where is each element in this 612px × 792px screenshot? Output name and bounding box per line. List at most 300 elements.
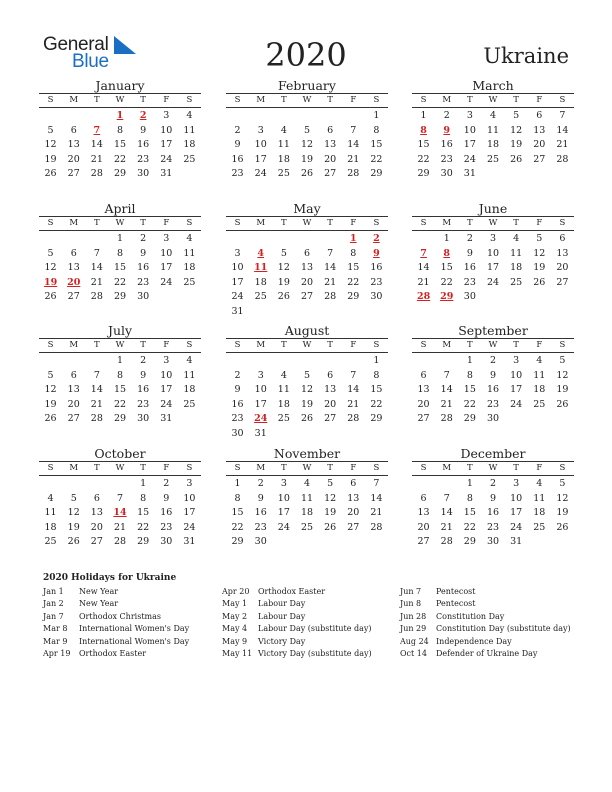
weekday-label: T [140, 218, 146, 228]
country-name: Ukraine [483, 44, 569, 68]
day-holiday: 7 [93, 124, 101, 136]
day-holiday: 28 [416, 291, 431, 302]
day-cell: 22 [463, 398, 476, 410]
day-cell: 21 [347, 398, 360, 410]
weekday-label: F [350, 218, 357, 228]
day-cell: 6 [420, 492, 427, 504]
day-cell: 21 [90, 153, 103, 165]
day-cell: 28 [370, 521, 383, 533]
weekday-label: T [281, 95, 287, 105]
day-cell: 3 [513, 478, 520, 489]
day-cell: 2 [140, 233, 147, 244]
day-cell: 9 [489, 492, 497, 504]
holiday-name: Constitution Day [436, 611, 505, 621]
month-september [412, 324, 574, 427]
day-cell: 23 [137, 398, 150, 410]
day-holiday: 20 [67, 276, 81, 288]
day-cell: 13 [300, 262, 314, 273]
day-cell: 6 [350, 478, 357, 489]
day-cell: 21 [324, 276, 337, 288]
day-holiday: 8 [420, 124, 427, 136]
day-cell: 16 [254, 507, 267, 518]
day-cell: 3 [234, 247, 241, 259]
day-grid [39, 354, 201, 427]
day-cell: 7 [443, 492, 450, 504]
holiday-date: Oct 14 [400, 648, 427, 658]
holiday-item [222, 611, 402, 623]
day-holiday: 4 [257, 247, 265, 259]
day-cell: 12 [533, 247, 546, 259]
day-cell: 28 [556, 153, 569, 165]
day-cell: 15 [137, 507, 150, 518]
weekday-label: T [327, 340, 333, 350]
day-cell: 17 [160, 384, 173, 395]
day-cell: 20 [556, 262, 569, 273]
holiday-item [400, 636, 580, 648]
day-cell: 30 [254, 536, 267, 547]
day-cell: 28 [440, 413, 453, 424]
day-holiday: 7 [420, 247, 427, 259]
day-cell: 11 [277, 384, 290, 395]
day-cell: 28 [90, 168, 103, 179]
day-cell: 29 [113, 168, 127, 179]
day-holiday: 1 [116, 110, 124, 121]
day-cell: 4 [536, 355, 543, 366]
day-blank [39, 354, 62, 369]
day-cell: 24 [160, 398, 173, 410]
day-cell: 22 [347, 276, 360, 288]
day-cell: 27 [90, 536, 103, 547]
day-holiday: 2 [139, 110, 147, 121]
day-cell: 11 [183, 124, 196, 136]
day-cell: 5 [70, 492, 77, 504]
day-grid [39, 109, 201, 182]
weekday-label: S [373, 463, 380, 473]
day-cell: 1 [373, 355, 380, 366]
day-cell: 31 [231, 305, 244, 317]
day-cell: 6 [70, 369, 77, 381]
day-cell: 28 [113, 536, 127, 547]
day-blank [435, 354, 458, 369]
day-cell: 4 [186, 110, 193, 121]
day-cell: 27 [324, 413, 337, 424]
holiday-date: May 1 [222, 599, 248, 609]
weekday-label: F [536, 463, 543, 473]
holiday-item [222, 586, 402, 598]
day-cell: 16 [440, 139, 453, 150]
holiday-name: International Women's Day [79, 624, 190, 634]
day-cell: 23 [486, 398, 500, 410]
holiday-name: Constitution Day (substitute day) [436, 624, 571, 634]
day-cell: 4 [536, 478, 543, 489]
day-cell: 21 [113, 521, 127, 533]
day-cell: 17 [510, 507, 523, 518]
weekday-label: W [488, 340, 498, 350]
day-cell: 30 [137, 413, 150, 424]
weekday-label: S [47, 218, 54, 228]
weekday-label: F [350, 340, 357, 350]
day-cell: 2 [140, 355, 147, 366]
day-cell: 6 [70, 124, 77, 136]
day-cell: 19 [510, 139, 523, 150]
day-cell: 12 [300, 139, 314, 150]
day-cell: 15 [370, 384, 383, 395]
day-cell: 2 [489, 355, 497, 366]
day-cell: 11 [277, 139, 290, 150]
weekday-label: S [559, 463, 566, 473]
month-november [226, 447, 388, 550]
month-december [412, 447, 574, 550]
day-cell: 9 [140, 247, 147, 259]
month-name: December [460, 446, 526, 461]
day-grid [226, 109, 388, 182]
day-blank [249, 232, 272, 247]
day-cell: 2 [234, 124, 241, 136]
day-cell: 13 [67, 139, 80, 150]
day-cell: 15 [463, 507, 476, 518]
day-cell: 15 [113, 262, 127, 273]
day-cell: 22 [113, 398, 127, 410]
day-holiday: 9 [443, 124, 451, 136]
day-cell: 25 [300, 521, 314, 533]
month-name: August [284, 323, 330, 338]
month-october [39, 447, 201, 550]
weekday-label: M [69, 95, 79, 105]
day-blank [226, 232, 249, 247]
day-cell: 19 [300, 153, 314, 165]
day-blank [319, 109, 342, 124]
holiday-date: May 11 [222, 648, 253, 658]
day-cell: 12 [44, 262, 57, 273]
holidays-title: 2020 Holidays for Ukraine [43, 573, 177, 583]
weekday-label: T [513, 463, 519, 473]
weekday-header [226, 338, 388, 353]
day-cell: 26 [277, 291, 290, 302]
day-cell: 8 [140, 492, 147, 504]
day-cell: 20 [324, 398, 337, 410]
day-cell: 5 [47, 124, 54, 136]
holiday-item [222, 598, 402, 610]
day-cell: 17 [160, 139, 173, 150]
weekday-header [39, 93, 201, 108]
day-cell: 18 [183, 262, 196, 273]
day-cell: 4 [489, 110, 497, 121]
day-cell: 4 [186, 355, 193, 366]
day-holiday: 1 [349, 233, 357, 244]
day-holiday: 29 [440, 291, 454, 302]
day-cell: 16 [137, 384, 150, 395]
day-cell: 13 [67, 384, 80, 395]
day-cell: 26 [510, 153, 523, 165]
day-cell: 30 [370, 291, 383, 302]
day-cell: 22 [370, 398, 383, 410]
day-blank [85, 232, 108, 247]
holiday-name: Independence Day [436, 636, 512, 646]
day-cell: 29 [417, 168, 430, 179]
day-cell: 11 [533, 369, 546, 381]
day-cell: 2 [163, 478, 170, 489]
day-cell: 26 [300, 413, 314, 424]
day-cell: 14 [347, 384, 360, 395]
weekday-label: M [69, 218, 79, 228]
day-cell: 9 [163, 492, 170, 504]
day-blank [39, 232, 62, 247]
day-cell: 12 [44, 384, 57, 395]
weekday-label: S [420, 218, 427, 228]
day-cell: 2 [443, 110, 450, 121]
day-cell: 25 [183, 398, 196, 410]
weekday-label: T [94, 463, 100, 473]
weekday-header [412, 93, 574, 108]
day-cell: 9 [257, 492, 264, 504]
holiday-date: Apr 20 [222, 587, 250, 596]
holiday-item [43, 648, 223, 660]
day-cell: 13 [556, 247, 569, 259]
day-cell: 12 [324, 492, 337, 504]
weekday-label: T [467, 463, 473, 473]
day-cell: 10 [183, 492, 196, 504]
day-cell: 19 [67, 521, 80, 533]
holiday-date: Jun 8 [400, 599, 422, 609]
day-cell: 22 [440, 276, 453, 288]
holiday-name: Orthodox Easter [79, 648, 147, 658]
weekday-label: T [140, 95, 146, 105]
holiday-item [222, 648, 402, 660]
day-cell: 31 [254, 427, 267, 439]
day-cell: 14 [440, 507, 453, 518]
holiday-name: Orthodox Christmas [79, 611, 161, 621]
month-august [226, 324, 388, 441]
day-cell: 26 [300, 168, 314, 179]
day-cell: 8 [234, 492, 241, 504]
day-cell: 30 [486, 536, 500, 547]
day-cell: 16 [160, 507, 173, 518]
day-cell: 27 [417, 413, 430, 424]
holiday-name: Orthodox Easter [258, 587, 326, 596]
holiday-name: Labour Day [258, 599, 306, 609]
day-cell: 20 [300, 276, 314, 288]
day-cell: 8 [466, 492, 473, 504]
weekday-label: T [513, 340, 519, 350]
weekday-label: T [281, 218, 287, 228]
day-cell: 13 [324, 384, 337, 395]
day-cell: 30 [231, 427, 244, 439]
day-cell: 22 [113, 153, 127, 165]
weekday-header [412, 338, 574, 353]
day-cell: 14 [90, 384, 103, 395]
day-cell: 29 [463, 413, 476, 424]
day-cell: 6 [420, 369, 427, 381]
weekday-header [39, 216, 201, 231]
holiday-name: International Women's Day [79, 636, 190, 646]
day-cell: 25 [486, 153, 500, 165]
day-cell: 3 [186, 478, 193, 489]
weekday-label: T [94, 340, 100, 350]
holiday-name: Defender of Ukraine Day [436, 648, 538, 658]
weekday-label: M [69, 340, 79, 350]
day-cell: 24 [183, 521, 196, 533]
day-cell: 3 [257, 124, 264, 136]
day-cell: 18 [254, 276, 267, 288]
day-cell: 5 [47, 369, 54, 381]
day-cell: 14 [440, 384, 453, 395]
weekday-label: M [256, 463, 266, 473]
day-cell: 6 [327, 124, 334, 136]
day-cell: 16 [137, 262, 150, 273]
day-cell: 15 [231, 507, 244, 518]
holiday-item [43, 611, 223, 623]
day-grid [39, 232, 201, 305]
day-blank [295, 232, 318, 247]
weekday-label: S [420, 463, 427, 473]
day-cell: 30 [137, 291, 150, 302]
day-cell: 9 [234, 139, 241, 150]
month-february [226, 79, 388, 182]
day-cell: 26 [533, 276, 546, 288]
day-cell: 11 [44, 507, 57, 518]
day-cell: 10 [254, 139, 267, 150]
day-cell: 25 [277, 413, 290, 424]
day-cell: 23 [137, 276, 150, 288]
day-cell: 17 [486, 262, 500, 273]
day-cell: 5 [303, 369, 311, 381]
day-cell: 13 [324, 139, 337, 150]
day-cell: 7 [373, 478, 380, 489]
weekday-label: F [536, 340, 543, 350]
weekday-label: S [559, 95, 566, 105]
day-cell: 3 [163, 355, 170, 366]
day-grid [39, 477, 201, 550]
weekday-label: W [488, 218, 498, 228]
weekday-label: S [559, 218, 566, 228]
holiday-date: May 9 [222, 636, 248, 646]
holiday-date: Aug 24 [400, 636, 429, 646]
day-cell: 29 [137, 536, 150, 547]
day-cell: 10 [254, 384, 267, 395]
day-cell: 16 [486, 507, 500, 518]
day-cell: 10 [486, 247, 500, 259]
day-cell: 20 [417, 521, 430, 533]
day-cell: 19 [533, 262, 546, 273]
day-cell: 17 [463, 139, 476, 150]
day-cell: 13 [533, 124, 546, 136]
day-cell: 20 [324, 153, 337, 165]
day-cell: 28 [347, 168, 360, 179]
day-cell: 21 [90, 276, 103, 288]
holiday-date: May 4 [222, 624, 248, 634]
day-cell: 9 [234, 384, 241, 395]
day-cell: 1 [140, 478, 147, 489]
day-cell: 28 [324, 291, 337, 302]
day-cell: 8 [466, 369, 473, 381]
day-blank [249, 109, 272, 124]
weekday-label: W [488, 95, 498, 105]
day-cell: 18 [277, 153, 290, 165]
logo-word-general: General [43, 34, 109, 55]
day-cell: 24 [160, 153, 173, 165]
day-cell: 11 [510, 247, 523, 259]
day-blank [62, 232, 85, 247]
day-cell: 16 [486, 384, 500, 395]
day-cell: 21 [347, 153, 360, 165]
day-cell: 16 [370, 262, 383, 273]
weekday-label: T [94, 95, 100, 105]
holiday-item [400, 611, 580, 623]
day-blank [342, 354, 365, 369]
day-grid [412, 232, 574, 305]
weekday-label: T [513, 95, 519, 105]
weekday-label: W [302, 95, 312, 105]
weekday-label: S [234, 95, 241, 105]
weekday-label: W [488, 463, 498, 473]
day-blank [412, 232, 435, 247]
holiday-name: Pentecost [436, 599, 476, 609]
day-blank [62, 109, 85, 124]
day-cell: 7 [116, 492, 124, 504]
weekday-label: F [350, 463, 357, 473]
holiday-name: New Year [79, 599, 119, 609]
day-cell: 9 [140, 369, 147, 381]
day-cell: 30 [440, 168, 453, 179]
holiday-item [400, 648, 580, 660]
logo-word-blue: Blue [72, 51, 109, 72]
day-holiday: 11 [254, 262, 268, 273]
day-cell: 20 [67, 153, 80, 165]
day-cell: 22 [113, 276, 127, 288]
holiday-item [400, 586, 580, 598]
day-cell: 1 [420, 110, 427, 121]
day-cell: 22 [463, 521, 476, 533]
day-blank [272, 109, 295, 124]
day-cell: 25 [254, 291, 267, 302]
holiday-date: Jan 7 [43, 611, 64, 621]
weekday-header [39, 461, 201, 476]
month-name: June [478, 201, 508, 216]
day-cell: 15 [463, 384, 476, 395]
day-cell: 1 [116, 233, 124, 244]
day-cell: 5 [303, 124, 311, 136]
day-cell: 17 [254, 398, 267, 410]
day-cell: 12 [510, 124, 523, 136]
day-cell: 23 [440, 153, 453, 165]
day-cell: 3 [489, 233, 497, 244]
day-cell: 12 [67, 507, 80, 518]
day-cell: 24 [160, 276, 173, 288]
day-cell: 20 [417, 398, 430, 410]
day-cell: 14 [324, 262, 337, 273]
day-cell: 19 [556, 384, 569, 395]
holiday-date: May 2 [222, 611, 248, 621]
day-grid [226, 354, 388, 441]
day-cell: 9 [466, 247, 473, 259]
day-cell: 21 [440, 521, 453, 533]
day-cell: 17 [160, 262, 173, 273]
day-cell: 2 [489, 478, 497, 489]
weekday-label: S [186, 218, 193, 228]
weekday-label: S [47, 463, 54, 473]
day-cell: 7 [559, 110, 566, 121]
day-cell: 5 [280, 247, 287, 259]
day-cell: 5 [559, 478, 566, 489]
month-name: January [95, 78, 145, 93]
day-cell: 6 [536, 110, 543, 121]
day-cell: 23 [231, 413, 244, 424]
holiday-item [222, 623, 402, 635]
day-cell: 21 [370, 507, 383, 518]
day-cell: 17 [254, 153, 267, 165]
day-cell: 23 [254, 521, 267, 533]
day-cell: 8 [116, 369, 124, 381]
